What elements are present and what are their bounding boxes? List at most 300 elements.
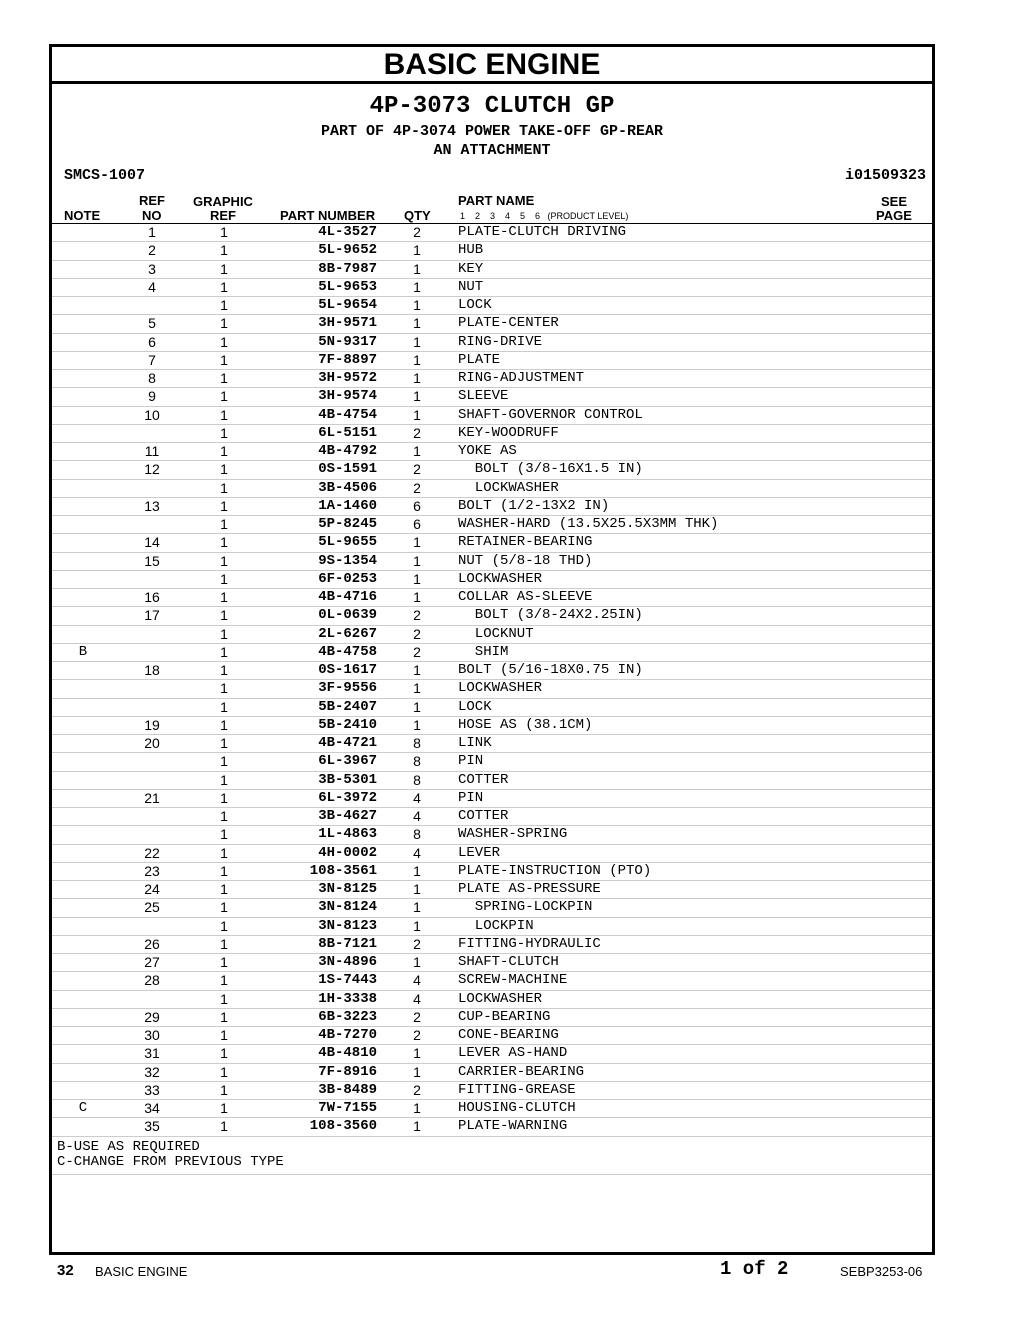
row-qty: 1 xyxy=(413,260,421,277)
row-qty: 1 xyxy=(413,242,421,259)
table-row xyxy=(52,480,932,498)
row-part-name: SHIM xyxy=(458,643,509,660)
row-qty: 1 xyxy=(413,1100,421,1116)
row-qty: 1 xyxy=(413,370,421,386)
table-row xyxy=(52,425,932,443)
row-graphic-ref: 1 xyxy=(220,388,228,405)
table-row xyxy=(52,334,932,352)
row-part-name: WASHER-SPRING xyxy=(458,826,568,843)
table-row xyxy=(52,662,932,680)
row-qty: 8 xyxy=(413,826,421,843)
row-graphic-ref: 1 xyxy=(220,443,228,459)
row-graphic-ref: 1 xyxy=(220,789,228,806)
row-graphic-ref: 1 xyxy=(220,534,228,551)
row-part-name: BOLT (5/16-18X0.75 IN) xyxy=(458,662,643,678)
row-graphic-ref: 1 xyxy=(220,1100,228,1116)
row-ref-no: 9 xyxy=(148,388,156,405)
row-ref-no: 4 xyxy=(148,278,156,295)
row-graphic-ref: 1 xyxy=(220,990,228,1007)
row-part-name: LOCKWASHER xyxy=(458,570,543,587)
row-part-name: PLATE-CLUTCH DRIVING xyxy=(458,224,627,240)
table-row xyxy=(52,279,932,297)
footer-doc-id: SEBP3253-06 xyxy=(840,1264,923,1279)
table-row xyxy=(52,626,932,644)
row-part-number: 0L-0639 xyxy=(318,607,377,624)
row-part-number: 6L-3967 xyxy=(318,753,377,770)
row-part-number: 2L-6267 xyxy=(318,625,377,642)
row-part-number: 3B-4627 xyxy=(318,808,377,824)
row-ref-no: 33 xyxy=(144,1081,160,1098)
row-part-number: 3B-5301 xyxy=(318,771,377,788)
row-graphic-ref: 1 xyxy=(220,1045,228,1062)
table-row xyxy=(52,553,932,571)
footer-section: BASIC ENGINE xyxy=(95,1264,188,1279)
row-qty: 1 xyxy=(413,1063,421,1080)
row-ref-no: 24 xyxy=(144,881,160,897)
header-part-number: PART NUMBER xyxy=(280,208,376,223)
row-part-name: PLATE-CENTER xyxy=(458,315,559,332)
row-qty: 1 xyxy=(413,881,421,897)
table-row xyxy=(52,826,932,844)
row-part-name: SHAFT-CLUTCH xyxy=(458,954,559,970)
header-product-level: 1 2 3 4 5 6 (PRODUCT LEVEL) xyxy=(460,211,629,221)
table-row xyxy=(52,717,932,735)
row-part-number: 5N-9317 xyxy=(318,333,377,350)
row-part-name: PLATE AS-PRESSURE xyxy=(458,881,601,897)
table-row xyxy=(52,1064,932,1082)
header-part-name: PART NAME xyxy=(458,193,535,208)
row-graphic-ref: 1 xyxy=(220,497,228,514)
table-row xyxy=(52,297,932,315)
row-part-number: 4H-0002 xyxy=(318,844,377,861)
row-qty: 8 xyxy=(413,771,421,788)
table-row xyxy=(52,644,932,662)
row-graphic-ref: 1 xyxy=(220,935,228,952)
row-part-name: SLEEVE xyxy=(458,388,509,405)
header-graphic-ref-top: GRAPHIC xyxy=(193,194,253,209)
row-qty: 1 xyxy=(413,1045,421,1062)
row-qty: 1 xyxy=(413,917,421,934)
row-qty: 6 xyxy=(413,516,421,532)
table-row xyxy=(52,845,932,863)
header-qty: QTY xyxy=(404,208,431,223)
row-part-name: LOCK xyxy=(458,297,492,313)
row-part-number: 1H-3338 xyxy=(318,990,377,1007)
row-part-name: PLATE xyxy=(458,351,501,368)
row-part-number: 108-3560 xyxy=(309,1118,377,1135)
row-ref-no: 21 xyxy=(144,789,160,806)
row-part-number: 4B-7270 xyxy=(318,1027,377,1043)
row-ref-no: 20 xyxy=(144,735,160,751)
row-ref-no: 14 xyxy=(144,534,160,551)
row-graphic-ref: 1 xyxy=(220,260,228,277)
row-part-number: 0S-1591 xyxy=(318,461,377,478)
row-qty: 2 xyxy=(413,1008,421,1025)
row-part-number: 3B-4506 xyxy=(318,479,377,496)
row-part-number: 6L-3972 xyxy=(318,789,377,806)
row-part-name: LOCKPIN xyxy=(458,917,534,934)
row-qty: 1 xyxy=(413,1118,421,1135)
row-part-name: HOUSING-CLUTCH xyxy=(458,1100,576,1116)
footer-page-number: 32 xyxy=(57,1262,74,1279)
row-part-number: 6L-5151 xyxy=(318,424,377,441)
table-row xyxy=(52,808,932,826)
row-graphic-ref: 1 xyxy=(220,1008,228,1025)
table-row xyxy=(52,498,932,516)
row-graphic-ref: 1 xyxy=(220,862,228,879)
row-graphic-ref: 1 xyxy=(220,315,228,332)
row-ref-no: 2 xyxy=(148,242,156,259)
row-qty: 1 xyxy=(413,315,421,332)
row-part-name: CONE-BEARING xyxy=(458,1027,559,1043)
row-part-number: 3N-8125 xyxy=(318,881,377,897)
table-row xyxy=(52,1045,932,1063)
row-part-name: YOKE AS xyxy=(458,443,517,459)
row-qty: 1 xyxy=(413,570,421,587)
table-row xyxy=(52,918,932,936)
header-ref-top: REF xyxy=(139,193,165,208)
table-row xyxy=(52,1082,932,1100)
row-ref-no: 23 xyxy=(144,862,160,879)
row-qty: 1 xyxy=(413,716,421,733)
parts-page-frame xyxy=(49,44,935,1255)
row-qty: 1 xyxy=(413,443,421,459)
row-graphic-ref: 1 xyxy=(220,698,228,715)
row-part-number: 5P-8245 xyxy=(318,516,377,532)
row-ref-no: 19 xyxy=(144,716,160,733)
row-graphic-ref: 1 xyxy=(220,406,228,423)
row-graphic-ref: 1 xyxy=(220,351,228,368)
row-part-name: SCREW-MACHINE xyxy=(458,972,568,989)
row-part-name: LOCK xyxy=(458,698,492,715)
row-ref-no: 10 xyxy=(144,406,160,423)
table-row xyxy=(52,1100,932,1118)
row-qty: 2 xyxy=(413,643,421,660)
row-note: B xyxy=(78,643,88,660)
row-qty: 2 xyxy=(413,607,421,624)
footer-page-of: 1 of 2 xyxy=(720,1258,789,1280)
row-graphic-ref: 1 xyxy=(220,680,228,697)
header-graphic-ref-bottom: REF xyxy=(210,208,236,223)
row-ref-no: 32 xyxy=(144,1063,160,1080)
row-graphic-ref: 1 xyxy=(220,1118,228,1135)
page-footer xyxy=(0,1258,1020,1282)
row-graphic-ref: 1 xyxy=(220,826,228,843)
table-row xyxy=(52,242,932,260)
row-qty: 1 xyxy=(413,278,421,295)
row-part-name: FITTING-GREASE xyxy=(458,1081,576,1098)
row-part-name: BOLT (3/8-16X1.5 IN) xyxy=(458,461,643,478)
row-qty: 4 xyxy=(413,990,421,1007)
row-part-name: LEVER xyxy=(458,844,501,861)
row-part-number: 3B-8489 xyxy=(318,1081,377,1098)
table-row xyxy=(52,516,932,534)
row-graphic-ref: 1 xyxy=(220,881,228,897)
row-part-name: KEY xyxy=(458,260,484,277)
table-row xyxy=(52,370,932,388)
row-part-number: 3N-4896 xyxy=(318,954,377,970)
row-qty: 2 xyxy=(413,424,421,441)
row-part-name: NUT (5/8-18 THD) xyxy=(458,552,593,569)
table-row xyxy=(52,790,932,808)
row-part-number: 4B-4810 xyxy=(318,1045,377,1062)
row-part-number: 7F-8897 xyxy=(318,351,377,368)
table-row xyxy=(52,224,932,242)
table-row xyxy=(52,863,932,881)
row-graphic-ref: 1 xyxy=(220,735,228,751)
row-qty: 1 xyxy=(413,333,421,350)
row-ref-no: 17 xyxy=(144,607,160,624)
row-graphic-ref: 1 xyxy=(220,753,228,770)
row-part-number: 1S-7443 xyxy=(318,972,377,989)
row-part-name: RETAINER-BEARING xyxy=(458,534,593,551)
row-ref-no: 12 xyxy=(144,461,160,478)
note-line: B-USE AS REQUIRED xyxy=(57,1138,200,1155)
header-ref-bottom: NO xyxy=(142,208,162,223)
table-row xyxy=(52,881,932,899)
row-qty: 2 xyxy=(413,1027,421,1043)
row-qty: 4 xyxy=(413,972,421,989)
row-part-number: 5L-9654 xyxy=(318,297,377,313)
header-note: NOTE xyxy=(64,208,101,223)
row-graphic-ref: 1 xyxy=(220,589,228,605)
row-part-number: 5B-2407 xyxy=(318,698,377,715)
row-graphic-ref: 1 xyxy=(220,370,228,386)
row-qty: 2 xyxy=(413,224,421,240)
row-qty: 1 xyxy=(413,351,421,368)
row-ref-no: 5 xyxy=(148,315,156,332)
header-see-bottom: PAGE xyxy=(876,208,912,223)
row-part-number: 6F-0253 xyxy=(318,570,377,587)
row-part-name: BOLT (3/8-24X2.25IN) xyxy=(458,607,643,624)
row-graphic-ref: 1 xyxy=(220,1063,228,1080)
row-qty: 8 xyxy=(413,753,421,770)
row-graphic-ref: 1 xyxy=(220,972,228,989)
row-part-number: 5L-9653 xyxy=(318,278,377,295)
row-qty: 1 xyxy=(413,552,421,569)
row-ref-no: 31 xyxy=(144,1045,160,1062)
row-part-number: 4B-4721 xyxy=(318,735,377,751)
row-ref-no: 13 xyxy=(144,497,160,514)
table-row xyxy=(52,589,932,607)
row-graphic-ref: 1 xyxy=(220,570,228,587)
row-ref-no: 1 xyxy=(148,224,156,240)
row-part-number: 7W-7155 xyxy=(318,1100,377,1116)
row-qty: 4 xyxy=(413,844,421,861)
row-graphic-ref: 1 xyxy=(220,1027,228,1043)
row-graphic-ref: 1 xyxy=(220,844,228,861)
table-row xyxy=(52,772,932,790)
row-part-number: 4L-3527 xyxy=(318,224,377,240)
row-qty: 1 xyxy=(413,862,421,879)
row-part-name: LOCKWASHER xyxy=(458,479,559,496)
table-row xyxy=(52,388,932,406)
row-part-number: 3N-8123 xyxy=(318,917,377,934)
row-qty: 1 xyxy=(413,698,421,715)
group-title: 4P-3073 CLUTCH GP xyxy=(369,93,615,120)
row-qty: 1 xyxy=(413,388,421,405)
row-part-name: COTTER xyxy=(458,771,509,788)
row-graphic-ref: 1 xyxy=(220,662,228,678)
row-qty: 6 xyxy=(413,497,421,514)
row-qty: 1 xyxy=(413,589,421,605)
row-part-name: LINK xyxy=(458,735,492,751)
row-graphic-ref: 1 xyxy=(220,607,228,624)
row-part-name: RING-ADJUSTMENT xyxy=(458,370,585,386)
row-graphic-ref: 1 xyxy=(220,242,228,259)
row-graphic-ref: 1 xyxy=(220,333,228,350)
row-part-name: LOCKWASHER xyxy=(458,990,543,1007)
row-part-number: 3H-9572 xyxy=(318,370,377,386)
row-ref-no: 28 xyxy=(144,972,160,989)
section-title: BASIC ENGINE xyxy=(52,47,932,84)
row-graphic-ref: 1 xyxy=(220,954,228,970)
row-graphic-ref: 1 xyxy=(220,461,228,478)
table-row xyxy=(52,753,932,771)
table-row xyxy=(52,1118,932,1136)
row-ref-no: 16 xyxy=(144,589,160,605)
row-part-number: 3H-9571 xyxy=(318,315,377,332)
row-graphic-ref: 1 xyxy=(220,516,228,532)
row-graphic-ref: 1 xyxy=(220,808,228,824)
row-part-number: 4B-4754 xyxy=(318,406,377,423)
note-line: C-CHANGE FROM PREVIOUS TYPE xyxy=(57,1153,284,1170)
row-part-name: NUT xyxy=(458,278,484,295)
row-part-number: 3F-9556 xyxy=(318,680,377,697)
row-part-number: 4B-4716 xyxy=(318,589,377,605)
row-part-number: 5L-9655 xyxy=(318,534,377,551)
row-ref-no: 34 xyxy=(144,1100,160,1116)
row-part-name: PLATE-WARNING xyxy=(458,1118,568,1135)
row-qty: 1 xyxy=(413,534,421,551)
row-qty: 1 xyxy=(413,662,421,678)
row-graphic-ref: 1 xyxy=(220,479,228,496)
row-graphic-ref: 1 xyxy=(220,278,228,295)
row-part-name: HUB xyxy=(458,242,484,259)
table-row xyxy=(52,1027,932,1045)
row-graphic-ref: 1 xyxy=(220,771,228,788)
table-row xyxy=(52,954,932,972)
notes-divider xyxy=(52,1174,932,1175)
row-graphic-ref: 1 xyxy=(220,297,228,313)
row-ref-no: 35 xyxy=(144,1118,160,1135)
row-ref-no: 26 xyxy=(144,935,160,952)
row-ref-no: 30 xyxy=(144,1027,160,1043)
row-part-number: 8B-7987 xyxy=(318,260,377,277)
table-row xyxy=(52,991,932,1009)
row-qty: 8 xyxy=(413,735,421,751)
row-qty: 2 xyxy=(413,479,421,496)
row-note: C xyxy=(78,1100,88,1116)
row-part-number: 3H-9574 xyxy=(318,388,377,405)
row-part-name: CUP-BEARING xyxy=(458,1008,551,1025)
row-graphic-ref: 1 xyxy=(220,917,228,934)
row-part-number: 4B-4758 xyxy=(318,643,377,660)
row-part-number: 0S-1617 xyxy=(318,662,377,678)
table-row xyxy=(52,699,932,717)
row-part-name: PIN xyxy=(458,789,484,806)
row-part-name: SHAFT-GOVERNOR CONTROL xyxy=(458,406,643,423)
row-part-number: 7F-8916 xyxy=(318,1063,377,1080)
row-part-number: 1L-4863 xyxy=(318,826,377,843)
row-qty: 4 xyxy=(413,808,421,824)
row-ref-no: 18 xyxy=(144,662,160,678)
row-part-number: 4B-4792 xyxy=(318,443,377,459)
row-qty: 1 xyxy=(413,297,421,313)
row-ref-no: 11 xyxy=(144,443,160,459)
row-part-name: COLLAR AS-SLEEVE xyxy=(458,589,593,605)
table-row xyxy=(52,407,932,425)
row-part-number: 5B-2410 xyxy=(318,716,377,733)
parts-table-body xyxy=(52,224,932,1137)
row-part-name: WASHER-HARD (13.5X25.5X3MM THK) xyxy=(458,516,719,532)
row-graphic-ref: 1 xyxy=(220,625,228,642)
row-part-number: 5L-9652 xyxy=(318,242,377,259)
row-qty: 4 xyxy=(413,789,421,806)
row-ref-no: 3 xyxy=(148,260,156,277)
row-ref-no: 7 xyxy=(148,351,156,368)
row-graphic-ref: 1 xyxy=(220,224,228,240)
row-graphic-ref: 1 xyxy=(220,552,228,569)
table-row xyxy=(52,899,932,917)
row-ref-no: 22 xyxy=(144,844,160,861)
row-qty: 2 xyxy=(413,1081,421,1098)
row-part-number: 3N-8124 xyxy=(318,899,377,916)
table-row xyxy=(52,461,932,479)
table-row xyxy=(52,315,932,333)
table-header xyxy=(52,191,932,224)
row-part-name: LOCKWASHER xyxy=(458,680,543,697)
row-ref-no: 8 xyxy=(148,370,156,386)
row-qty: 1 xyxy=(413,954,421,970)
row-part-number: 9S-1354 xyxy=(318,552,377,569)
attachment-line: AN ATTACHMENT xyxy=(433,142,551,159)
row-ref-no: 25 xyxy=(144,899,160,916)
row-graphic-ref: 1 xyxy=(220,716,228,733)
table-row xyxy=(52,735,932,753)
row-part-name: LEVER AS-HAND xyxy=(458,1045,568,1062)
row-graphic-ref: 1 xyxy=(220,1081,228,1098)
table-row xyxy=(52,443,932,461)
table-row xyxy=(52,261,932,279)
row-ref-no: 6 xyxy=(148,333,156,350)
row-part-number: 108-3561 xyxy=(309,862,377,879)
table-row xyxy=(52,534,932,552)
row-part-name: CARRIER-BEARING xyxy=(458,1063,585,1080)
table-row xyxy=(52,1009,932,1027)
row-ref-no: 27 xyxy=(144,954,160,970)
row-qty: 1 xyxy=(413,680,421,697)
row-part-name: BOLT (1/2-13X2 IN) xyxy=(458,497,610,514)
table-row xyxy=(52,680,932,698)
row-part-number: 6B-3223 xyxy=(318,1008,377,1025)
row-ref-no: 29 xyxy=(144,1008,160,1025)
row-part-name: FITTING-HYDRAULIC xyxy=(458,935,601,952)
row-part-number: 8B-7121 xyxy=(318,935,377,952)
table-row xyxy=(52,607,932,625)
row-qty: 1 xyxy=(413,899,421,916)
row-part-name: PIN xyxy=(458,753,484,770)
row-qty: 2 xyxy=(413,935,421,952)
row-qty: 2 xyxy=(413,461,421,478)
smcs-code: SMCS-1007 xyxy=(64,167,146,184)
table-row xyxy=(52,936,932,954)
header-see-top: SEE xyxy=(881,194,908,209)
row-part-number: 1A-1460 xyxy=(318,497,377,514)
table-row xyxy=(52,352,932,370)
row-graphic-ref: 1 xyxy=(220,899,228,916)
row-ref-no: 15 xyxy=(144,552,160,569)
